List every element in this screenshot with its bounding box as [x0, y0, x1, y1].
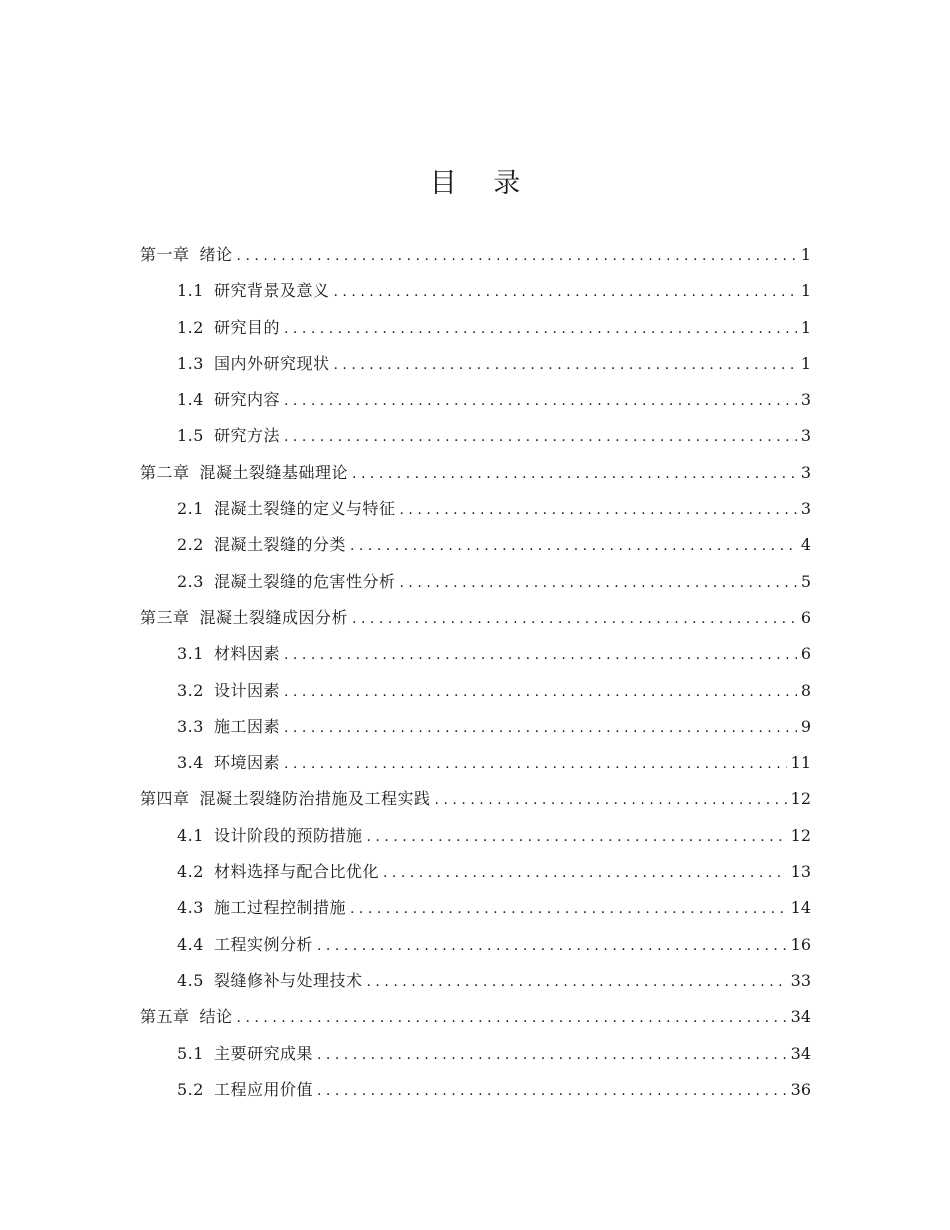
toc-entry-number: 1.1	[177, 281, 204, 301]
toc-page-number: 5	[800, 571, 811, 591]
toc-entry-text: 工程应用价值	[213, 1079, 313, 1099]
toc-entry-text: 混凝土裂缝成因分析	[199, 607, 349, 627]
toc-section-entry[interactable]	[140, 854, 811, 890]
toc-entry-text: 材料选择与配合比优化	[213, 862, 379, 882]
toc-entry-label	[177, 491, 395, 527]
toc-entry-label	[140, 781, 431, 817]
toc-entry-number: 4.1	[177, 825, 204, 845]
toc-entry-number: 4.4	[177, 934, 204, 954]
toc-section-entry[interactable]	[140, 963, 811, 999]
toc-dot-leader	[435, 782, 787, 818]
toc-entry-label	[177, 927, 313, 963]
table-of-contents	[140, 237, 811, 1108]
toc-section-entry[interactable]	[140, 1072, 811, 1108]
toc-section-entry[interactable]	[140, 890, 811, 926]
toc-entry-number: 5.1	[177, 1043, 204, 1063]
toc-page-number: 1	[800, 281, 811, 301]
toc-entry-text: 结论	[199, 1007, 233, 1027]
toc-entry-label	[177, 818, 362, 854]
toc-entry-text: 工程实例分析	[213, 934, 313, 954]
toc-entry-number: 第五章	[140, 1007, 190, 1027]
toc-dot-leader	[284, 674, 797, 710]
toc-entry-number: 1.5	[177, 426, 204, 446]
toc-page-number: 3	[800, 426, 811, 446]
toc-page-number: 1	[800, 245, 811, 264]
toc-dot-leader	[352, 456, 797, 492]
toc-section-entry[interactable]	[140, 709, 811, 745]
toc-page-number: 16	[790, 934, 811, 954]
toc-section-entry[interactable]	[140, 1036, 811, 1072]
toc-dot-leader	[317, 1037, 787, 1073]
toc-entry-number: 第二章	[140, 462, 190, 482]
toc-entry-label	[177, 890, 346, 926]
toc-chapter-entry[interactable]	[140, 999, 811, 1035]
toc-section-entry[interactable]	[140, 564, 811, 600]
toc-dot-leader	[317, 1073, 787, 1109]
toc-page-number: 34	[790, 1007, 811, 1027]
toc-page-number: 9	[800, 716, 811, 736]
toc-entry-number: 第四章	[140, 789, 190, 809]
toc-page-number: 11	[790, 753, 811, 773]
toc-page-number: 12	[790, 789, 811, 809]
toc-entry-text: 混凝土裂缝的危害性分析	[213, 571, 396, 591]
toc-entry-number: 4.2	[177, 862, 204, 882]
toc-entry-text: 设计因素	[213, 680, 280, 700]
toc-entry-number: 2.2	[177, 535, 204, 555]
toc-chapter-entry[interactable]	[140, 600, 811, 636]
toc-dot-leader	[284, 383, 797, 419]
toc-entry-label	[177, 382, 280, 418]
toc-entry-label	[140, 455, 348, 491]
toc-chapter-entry[interactable]	[140, 781, 811, 817]
toc-page-number: 3	[800, 499, 811, 519]
toc-dot-leader	[333, 347, 796, 383]
toc-entry-label	[177, 636, 280, 672]
toc-entry-number: 1.3	[177, 353, 204, 373]
toc-entry-label	[140, 999, 233, 1035]
toc-dot-leader	[284, 419, 797, 455]
toc-section-entry[interactable]	[140, 818, 811, 854]
toc-entry-label	[177, 346, 329, 382]
toc-entry-label	[140, 600, 348, 636]
toc-dot-leader	[284, 710, 797, 746]
toc-entry-text: 研究方法	[213, 426, 280, 446]
toc-entry-text: 施工过程控制措施	[213, 898, 346, 918]
toc-section-entry[interactable]	[140, 418, 811, 454]
toc-dot-leader	[237, 1000, 787, 1036]
toc-entry-number: 4.3	[177, 898, 204, 918]
toc-entry-text: 环境因素	[213, 753, 280, 773]
toc-entry-text: 研究目的	[213, 317, 280, 337]
toc-section-entry[interactable]	[140, 636, 811, 672]
toc-dot-leader	[284, 746, 787, 782]
toc-entry-text: 材料因素	[213, 644, 280, 664]
toc-entry-label	[177, 564, 395, 600]
toc-dot-leader	[350, 528, 797, 564]
toc-dot-leader	[352, 601, 797, 637]
toc-entry-text: 国内外研究现状	[213, 353, 330, 373]
toc-dot-leader	[399, 565, 796, 601]
toc-entry-text: 混凝土裂缝基础理论	[199, 462, 349, 482]
toc-entry-label	[177, 1072, 313, 1108]
toc-entry-number: 第三章	[140, 607, 190, 627]
toc-page-number: 4	[800, 535, 811, 555]
toc-entry-label	[177, 745, 280, 781]
toc-dot-leader	[333, 274, 796, 310]
toc-page-number: 36	[790, 1079, 811, 1099]
toc-entry-text: 设计阶段的预防措施	[213, 825, 363, 845]
toc-entry-number: 3.1	[177, 644, 204, 664]
toc-entry-number: 4.5	[177, 970, 204, 990]
toc-section-entry[interactable]	[140, 273, 811, 309]
toc-page-number: 14	[790, 898, 811, 918]
toc-entry-text: 主要研究成果	[213, 1043, 313, 1063]
toc-entry-label	[177, 673, 280, 709]
toc-section-entry[interactable]	[140, 527, 811, 563]
toc-entry-number: 3.3	[177, 716, 204, 736]
toc-entry-label	[177, 527, 346, 563]
toc-entry-number: 第一章	[140, 245, 190, 264]
toc-dot-leader	[284, 637, 797, 673]
toc-page-number: 33	[790, 970, 811, 990]
toc-entry-label	[177, 854, 379, 890]
toc-entry-number: 2.1	[177, 499, 204, 519]
toc-entry-label	[177, 273, 329, 309]
toc-section-entry[interactable]	[140, 346, 811, 382]
toc-entry-text: 裂缝修补与处理技术	[213, 970, 363, 990]
toc-dot-leader	[399, 492, 796, 528]
toc-entry-number: 3.2	[177, 680, 204, 700]
toc-entry-label	[177, 310, 280, 346]
toc-dot-leader	[366, 819, 786, 855]
toc-entry-number: 1.2	[177, 317, 204, 337]
toc-page-number: 34	[790, 1043, 811, 1063]
toc-page-number: 1	[800, 317, 811, 337]
toc-entry-text: 绪论	[199, 245, 233, 264]
toc-page-number: 12	[790, 825, 811, 845]
toc-page-number: 1	[800, 353, 811, 373]
toc-dot-leader	[317, 928, 787, 964]
page-title: 目 录	[429, 168, 535, 199]
toc-entry-label	[140, 237, 233, 273]
toc-chapter-entry[interactable]	[140, 237, 811, 273]
toc-section-entry[interactable]	[140, 382, 811, 418]
toc-section-entry[interactable]	[140, 745, 811, 781]
toc-section-entry[interactable]	[140, 673, 811, 709]
toc-entry-text: 混凝土裂缝的定义与特征	[213, 499, 396, 519]
toc-page-number: 6	[800, 644, 811, 664]
toc-page-number: 13	[790, 862, 811, 882]
toc-entry-text: 施工因素	[213, 716, 280, 736]
toc-dot-leader	[366, 964, 786, 1000]
toc-entry-text: 混凝土裂缝的分类	[213, 535, 346, 555]
toc-entry-label	[177, 709, 280, 745]
toc-chapter-entry[interactable]	[140, 455, 811, 491]
toc-entry-label	[177, 418, 280, 454]
toc-entry-label	[177, 1036, 313, 1072]
toc-dot-leader	[237, 238, 797, 274]
toc-entry-number: 5.2	[177, 1079, 204, 1099]
toc-entry-text: 研究内容	[213, 390, 280, 410]
toc-page-number: 3	[800, 390, 811, 410]
toc-entry-number: 3.4	[177, 753, 204, 773]
toc-dot-leader	[284, 311, 797, 347]
toc-dot-leader	[383, 855, 787, 891]
toc-entry-text: 混凝土裂缝防治措施及工程实践	[199, 789, 431, 809]
toc-page-number: 3	[800, 462, 811, 482]
toc-entry-number: 2.3	[177, 571, 204, 591]
toc-dot-leader	[350, 891, 787, 927]
toc-entry-text: 研究背景及意义	[213, 281, 330, 301]
toc-section-entry[interactable]	[140, 927, 811, 963]
toc-section-entry[interactable]	[140, 310, 811, 346]
toc-page-number: 8	[800, 680, 811, 700]
toc-entry-label	[177, 963, 362, 999]
toc-page-number: 6	[800, 607, 811, 627]
toc-section-entry[interactable]	[140, 491, 811, 527]
toc-entry-number: 1.4	[177, 390, 204, 410]
